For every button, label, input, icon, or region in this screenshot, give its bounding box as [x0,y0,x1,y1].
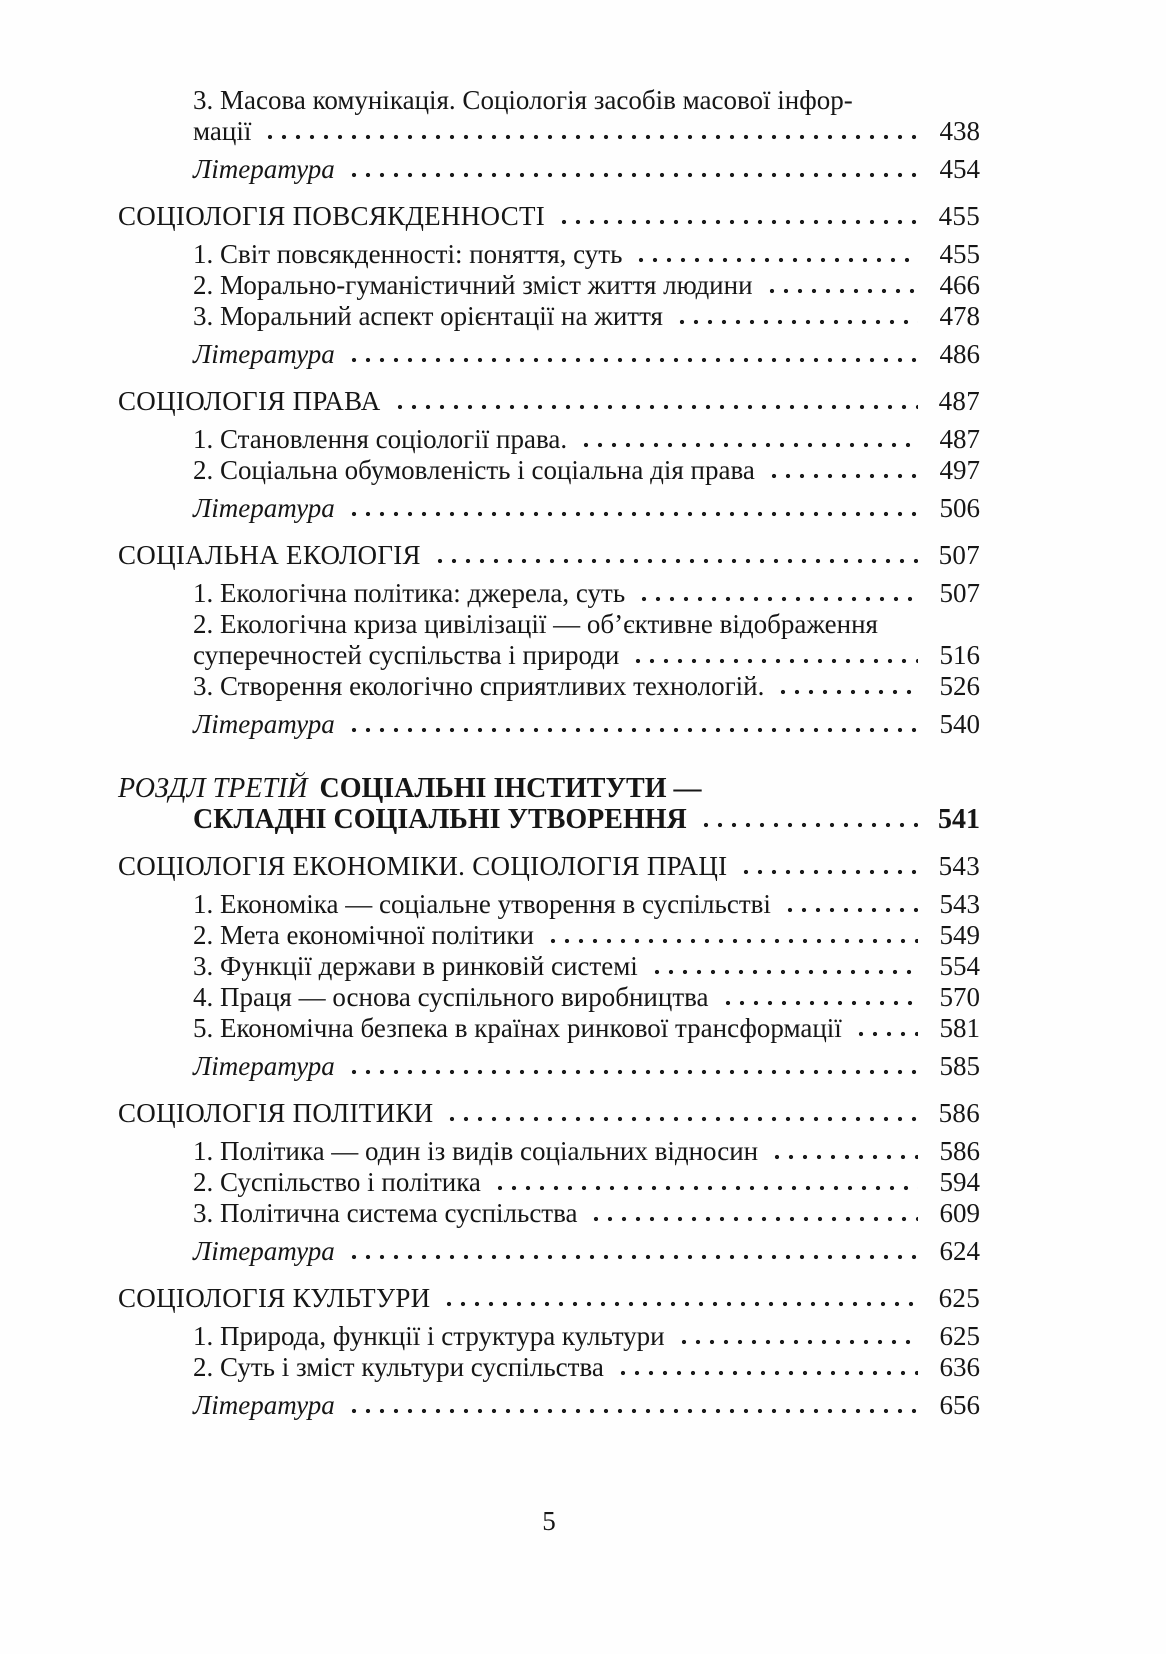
entry-text: 2. Суть і зміст культури суспільства [193,1352,604,1382]
entry-text: 3. Функції держави в ринковій системі [193,951,638,981]
entry-text: 2. Соціальна обумовленість і соціальна дія права [193,455,755,485]
toc-chapter-entry [118,851,980,882]
toc-entry-line [193,640,980,671]
page-ref: 625 [938,1283,980,1313]
page-ref: 455 [938,201,980,231]
dot-leader [587,1202,918,1222]
dot-leader [648,955,918,975]
page-ref: 554 [939,951,980,981]
page-ref: 507 [938,540,980,570]
part-number-label: РОЗДЛ ТРЕТІЙ [118,773,308,804]
entry-text: Література [193,1390,335,1420]
page-ref: 543 [939,889,980,919]
page-ref: 516 [939,640,980,670]
toc-entry-line [193,1013,980,1044]
toc-literature-entry [193,1051,980,1082]
toc-entry-line [193,493,980,524]
toc-item-entry [193,1321,980,1352]
dot-leader [345,713,918,733]
entry-text: суперечностей суспільства і природи [193,640,620,670]
toc-entry-line [193,424,980,455]
toc-chapter-entry [118,386,980,417]
page-ref: 478 [939,301,980,331]
page-ref: 454 [939,154,980,184]
entry-text: Література [193,154,335,184]
entry-text: СОЦІОЛОГІЯ КУЛЬТУРИ [118,1283,431,1313]
page-ref: 540 [939,709,980,739]
toc-entry-line [193,1136,980,1167]
toc-entry-line [118,773,980,804]
toc-entry-line [193,982,980,1013]
page-ref: 526 [939,671,980,701]
toc-item-entry [193,270,980,301]
entry-text: 1. Світ повсякденності: поняття, суть [193,239,623,269]
toc-entry-line [193,1236,980,1267]
entry-text: Література [193,339,335,369]
page-ref: 586 [939,1136,980,1166]
toc-literature-entry [193,709,980,740]
toc-item-entry [193,85,980,147]
toc-item-entry [193,301,980,332]
entry-text: Література [193,1051,335,1081]
dot-leader [577,428,918,448]
entry-text: Література [193,493,335,523]
toc-chapter-entry [118,201,980,232]
dot-leader [763,274,918,294]
page-ref: 625 [939,1321,980,1351]
toc-entry-line [193,301,980,332]
toc-entry-line [193,116,980,147]
toc-item-entry [193,1198,980,1229]
entry-text: 2. Морально-гуманістичний зміст життя людини [193,270,753,300]
toc-item-entry [193,1352,980,1383]
dot-leader [491,1171,918,1191]
dot-leader [632,243,918,263]
toc-entry-line [193,270,980,301]
footer-page-number: 5 [542,1506,556,1536]
toc-entry-line [193,455,980,486]
dot-leader [614,1356,918,1376]
dot-leader [675,1325,918,1345]
toc-entry-line [193,1390,980,1421]
entry-text: 2. Мета економічної політики [193,920,534,950]
page-ref: 609 [939,1198,980,1228]
page-ref: 585 [939,1051,980,1081]
entry-text: 1. Становлення соціології права. [193,424,568,454]
dot-leader [719,986,919,1006]
toc-entry-line [193,1321,980,1352]
toc-entry-line [118,851,980,882]
toc-entry-line [193,920,980,951]
dot-leader [765,459,918,479]
dot-leader [345,158,918,178]
entry-text: 1. Економіка — соціальне утворення в суспільстві [193,889,771,919]
page-ref: 506 [939,493,980,523]
entry-text: Література [193,709,335,739]
page-ref: 438 [939,116,980,146]
page-ref: 570 [939,982,980,1012]
entry-text: СКЛАДНІ СОЦІАЛЬНІ УТВОРЕННЯ [193,804,687,835]
toc-item-entry [193,455,980,486]
dot-leader [737,855,918,875]
toc-entry-line [118,1098,980,1129]
table-of-contents [118,85,980,1421]
toc-entry-line [193,709,980,740]
toc-item-entry [193,982,980,1013]
entry-text: СОЦІАЛЬНА ЕКОЛОГІЯ [118,540,421,570]
toc-entry-line [193,1051,980,1082]
toc-literature-entry [193,1236,980,1267]
dot-leader [443,1102,918,1122]
entry-text: 5. Економічна безпека в країнах ринкової трансформації [193,1013,842,1043]
entry-text: 2. Екологічна криза цивілізації — об’єктивне відображення [193,609,878,639]
page-ref: 624 [939,1236,980,1266]
entry-text: 3. Політична система суспільства [193,1198,578,1228]
toc-entry-line [193,804,980,835]
toc-entry-line [193,1167,980,1198]
dot-leader [635,582,918,602]
toc-entry-line [193,154,980,185]
entry-text: СОЦІОЛОГІЯ ПОЛІТИКИ [118,1098,434,1128]
dot-leader [555,205,918,225]
page-ref: 543 [938,851,980,881]
page-ref: 594 [939,1167,980,1197]
toc-entry-line [193,1352,980,1383]
toc-item-entry [193,671,980,702]
entry-text: 2. Суспільство і політика [193,1167,481,1197]
dot-leader [431,544,918,564]
toc-item-entry [193,424,980,455]
entry-text: СОЦІОЛОГІЯ ЕКОНОМІКИ. СОЦІОЛОГІЯ ПРАЦІ [118,851,728,881]
toc-literature-entry [193,493,980,524]
page-ref: 636 [939,1352,980,1382]
dot-leader [781,893,918,913]
dot-leader [673,305,918,325]
toc-item-entry [193,889,980,920]
toc-chapter-entry [118,540,980,571]
toc-item-entry [193,920,980,951]
page-ref: 581 [939,1013,980,1043]
toc-item-entry [193,1136,980,1167]
dot-leader [345,1240,918,1260]
toc-chapter-entry [118,1283,980,1314]
toc-entry-line [193,889,980,920]
toc-literature-entry [193,154,980,185]
toc-literature-entry [193,339,980,370]
entry-text: 1. Екологічна політика: джерела, суть [193,578,626,608]
toc-entry-line [193,85,980,116]
toc-chapter-entry [118,1098,980,1129]
entry-text: 1. Природа, функції і структура культури [193,1321,665,1351]
entry-text: 4. Праця — основа суспільного виробництва [193,982,709,1012]
page-ref: 541 [938,804,980,835]
toc-entry-line [193,239,980,270]
toc-entry-line [118,386,980,417]
toc-entry-line [118,1283,980,1314]
dot-leader [345,1394,918,1414]
page-ref: 586 [938,1098,980,1128]
dot-leader [440,1287,918,1307]
entry-text: 3. Моральний аспект орієнтації на життя [193,301,663,331]
entry-text: 1. Політика — один із видів соціальних відносин [193,1136,759,1166]
dot-leader [629,644,918,664]
toc-item-entry [193,1013,980,1044]
dot-leader [345,1055,918,1075]
toc-item-entry [193,609,980,671]
entry-text: 3. Створення екологічно сприятливих технологій. [193,671,765,701]
page-ref: 487 [938,386,980,416]
toc-entry-line [118,201,980,232]
page-ref: 487 [939,424,980,454]
page-ref: 656 [939,1390,980,1420]
dot-leader [774,675,918,695]
page-ref: 466 [939,270,980,300]
entry-text: СОЦІОЛОГІЯ ПРАВА [118,386,381,416]
page-ref: 455 [939,239,980,269]
dot-leader [261,120,918,140]
dot-leader [345,497,918,517]
toc-entry-line [193,609,980,640]
dot-leader [768,1140,918,1160]
entry-text: СОЦІОЛОГІЯ ПОВСЯКДЕННОСТІ [118,201,546,231]
page-ref: 497 [939,455,980,485]
dot-leader [345,343,918,363]
entry-text: СОЦІАЛЬНІ ІНСТИТУТИ — [319,773,702,804]
toc-entry-line [193,339,980,370]
toc-part-heading [118,773,980,835]
toc-entry-line [193,951,980,982]
toc-literature-entry [193,1390,980,1421]
entry-text: Література [193,1236,335,1266]
dot-leader [391,390,919,410]
toc-entry-line [118,540,980,571]
toc-item-entry [193,1167,980,1198]
toc-entry-line [193,1198,980,1229]
dot-leader [697,808,918,828]
dot-leader [544,924,918,944]
entry-text: 3. Масова комунікація. Соціологія засобів масової інфор- [193,85,853,115]
toc-item-entry [193,578,980,609]
page-ref: 549 [939,920,980,950]
toc-entry-line [193,578,980,609]
toc-item-entry [193,951,980,982]
toc-item-entry [193,239,980,270]
entry-text: мації [193,116,252,146]
toc-entry-line [193,671,980,702]
dot-leader [852,1017,918,1037]
page-ref: 486 [939,339,980,369]
page-ref: 507 [939,578,980,608]
